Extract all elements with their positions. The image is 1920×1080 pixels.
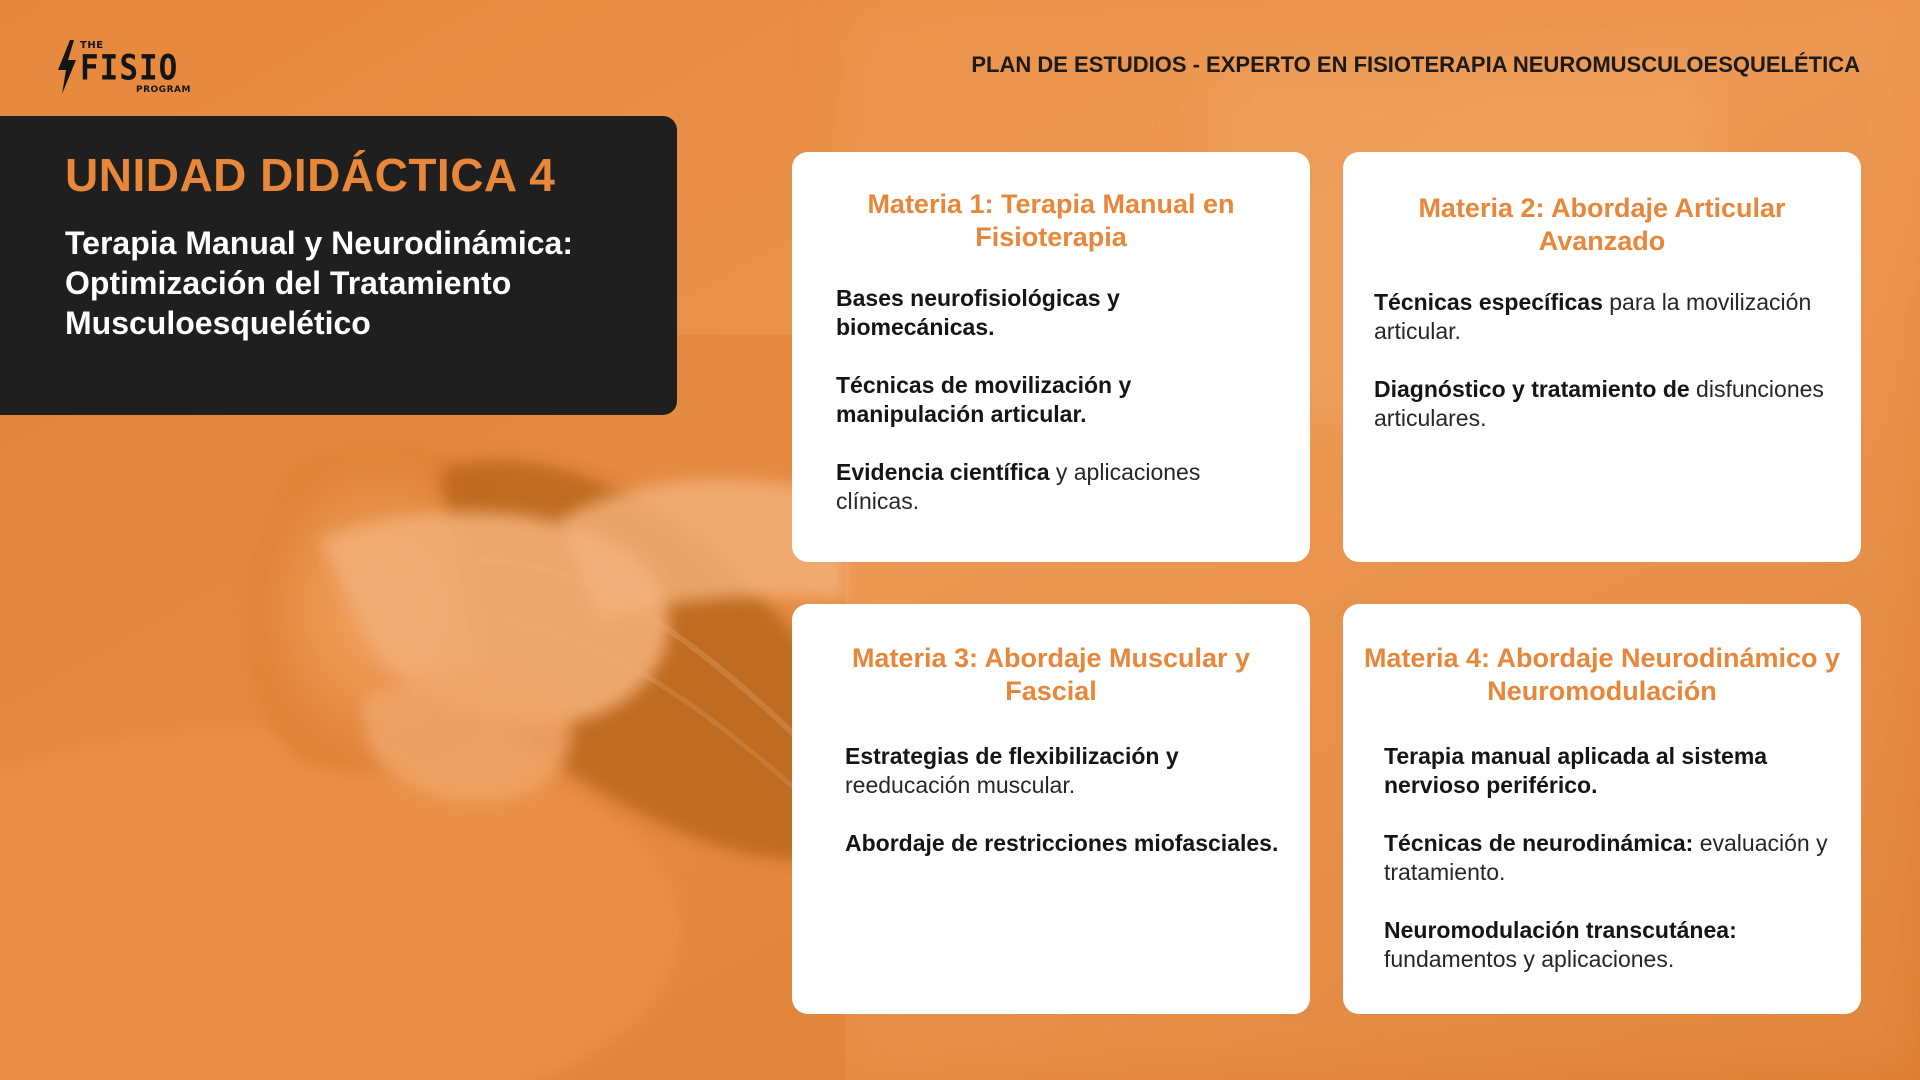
subject-item: Diagnóstico y tratamiento de disfunciones articulares. bbox=[1374, 376, 1824, 431]
subject-title: Materia 3: Abordaje Muscular y Fascial bbox=[851, 643, 1251, 706]
subject-items bbox=[792, 708, 1310, 858]
logo bbox=[56, 40, 191, 100]
logo-program: PROGRAM bbox=[136, 85, 191, 95]
unit-title: UNIDAD DIDÁCTICA 4 bbox=[65, 149, 556, 201]
logo-the: THE bbox=[80, 40, 104, 51]
subject-card-1 bbox=[792, 152, 1310, 562]
subject-item: Técnicas específicas para la movilización articular. bbox=[1374, 289, 1812, 344]
subject-item: Estrategias de flexibilización y reeducación muscular. bbox=[845, 743, 1179, 798]
subject-item: Evidencia científica y aplicaciones clínicas. bbox=[836, 459, 1201, 514]
subject-item: Terapia manual aplicada al sistema nervioso periférico. bbox=[1384, 743, 1768, 798]
subject-items bbox=[1343, 258, 1861, 433]
subject-title: Materia 2: Abordaje Articular Avanzado bbox=[1418, 193, 1786, 256]
unit-subtitle: Terapia Manual y Neurodinámica: Optimización del Tratamiento Musculoesquelético bbox=[65, 224, 573, 341]
unit-panel bbox=[0, 116, 677, 415]
subject-items bbox=[792, 254, 1310, 516]
subject-item: Técnicas de neurodinámica: evaluación y tratamiento. bbox=[1384, 830, 1828, 885]
logo-fisio: FISIO bbox=[80, 48, 179, 89]
subject-item: Abordaje de restricciones miofasciales. bbox=[845, 830, 1279, 856]
subject-item: Bases neurofisiológicas y biomecánicas. bbox=[836, 285, 1120, 340]
subject-item: Técnicas de movilización y manipulación articular. bbox=[836, 372, 1132, 427]
subject-title: Materia 4: Abordaje Neurodinámico y Neuromodulación bbox=[1363, 643, 1841, 706]
subject-card-3 bbox=[792, 604, 1310, 1014]
subject-card-2 bbox=[1343, 152, 1861, 562]
subject-items bbox=[1343, 708, 1861, 974]
subject-item: Neuromodulación transcutánea: fundamentos y aplicaciones. bbox=[1384, 917, 1737, 972]
subject-card-4 bbox=[1343, 604, 1861, 1014]
subject-title: Materia 1: Terapia Manual en Fisioterapia bbox=[867, 189, 1235, 252]
lightning-bolt-icon bbox=[56, 40, 78, 94]
header-title: PLAN DE ESTUDIOS - EXPERTO EN FISIOTERAPIA NEUROMUSCULOESQUELÉTICA bbox=[971, 52, 1860, 77]
